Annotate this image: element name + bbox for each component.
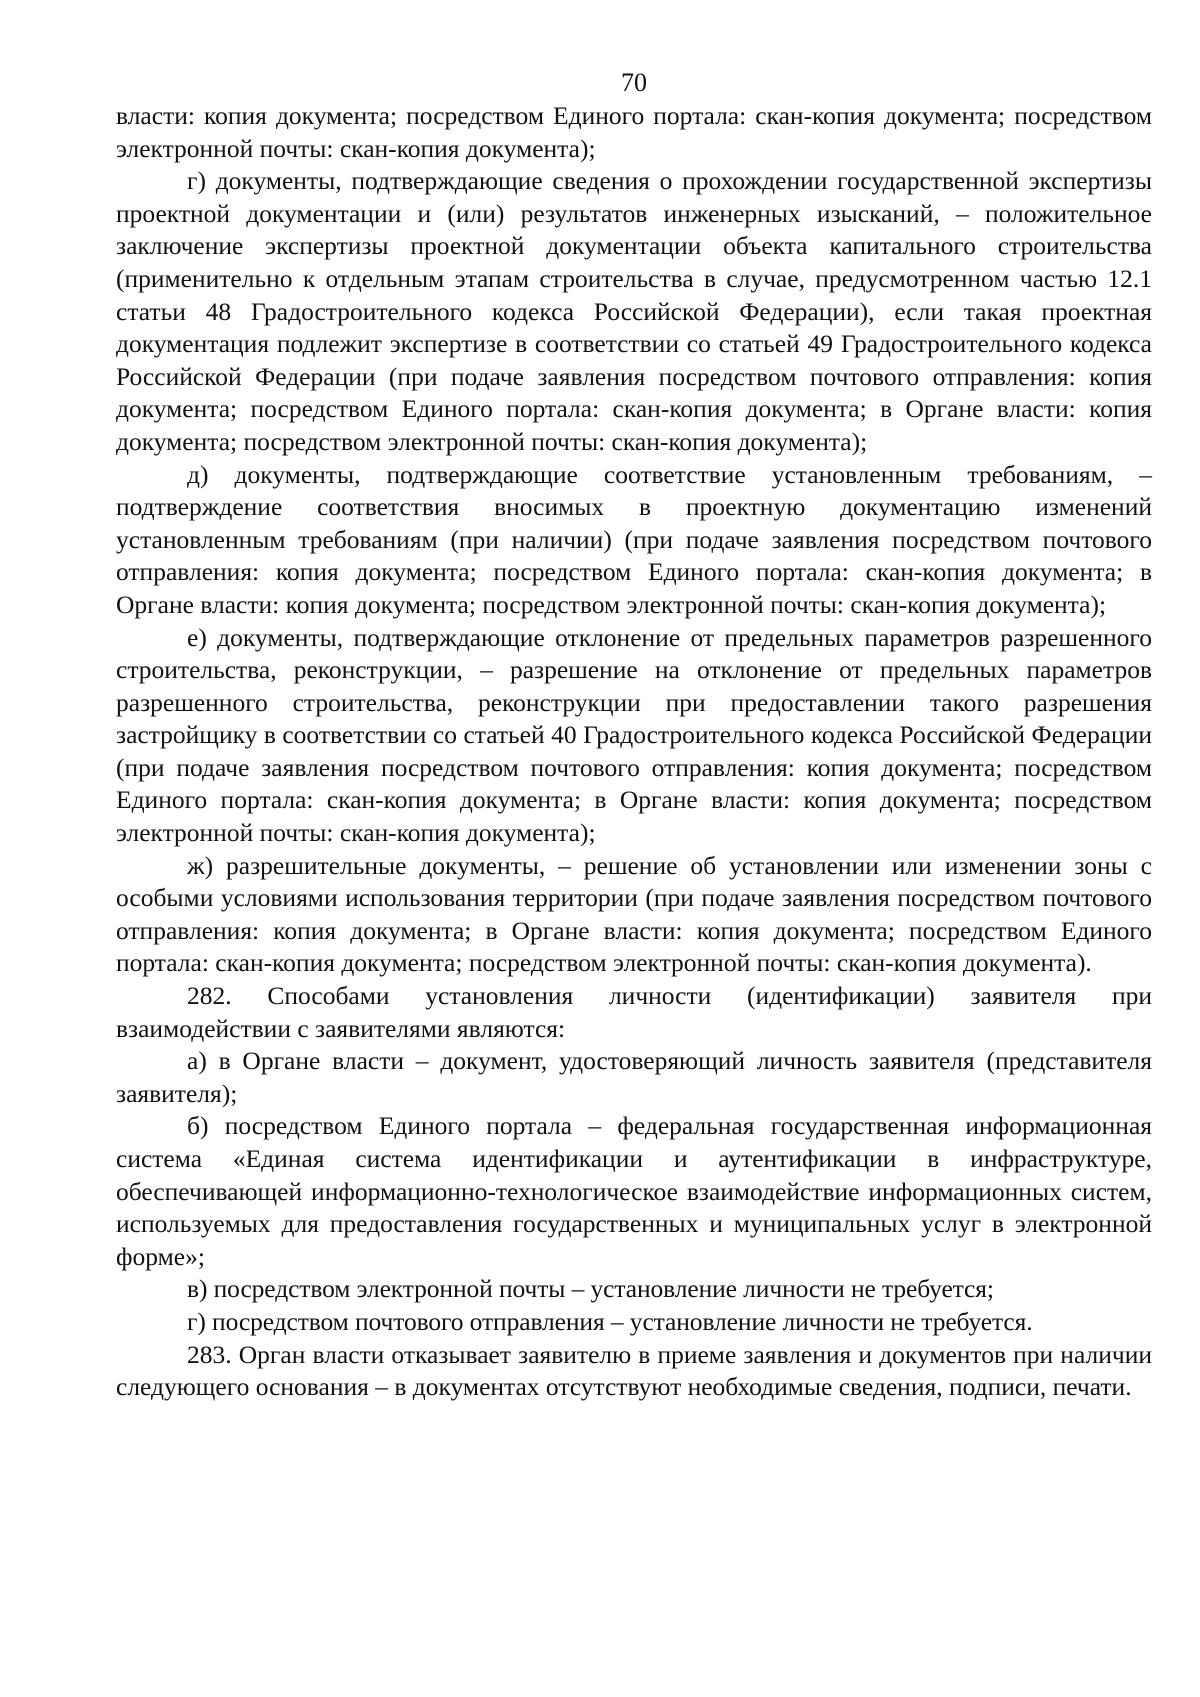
paragraph-item-zh-permits: ж) разрешительные документы, – решение об установлении или изменении зоны с особыми условиями использования территории (при подаче заявления посредством почтового отправления: копия документа; в Органе власти: копия документа; посредством Единого портала: скан-копия документа; посредством электронной почты: скан-копия документа).	[116, 850, 1152, 978]
paragraph-item-g-expertise: г) документы, подтверждающие сведения о прохождении государственной экспертизы проектной документации и (или) результатов инженерных изысканий, – положительное заключение экспертизы проектной документации объекта капитального строительства (применительно к отдельным этапам строительства в случае, предусмотренном частью 12.1 статьи 48 Градостроительного кодекса Российской Федерации), если такая проектная документация подлежит экспертизе в соответствии со статьей 49 Градостроительного кодекса Российской Федерации (при подаче заявления посредством почтового отправления: копия документа; посредством Единого портала: скан-копия документа; в Органе власти: копия документа; посредством электронной почты: скан-копия документа);	[116, 166, 1152, 456]
page-number: 70	[621, 68, 647, 97]
paragraph-283-refusal: 283. Орган власти отказывает заявителю в приеме заявления и документов при наличии следующего основания – в документах отсутствуют необходимые сведения, подписи, печати.	[116, 1339, 1152, 1402]
paragraph-item-d-compliance: д) документы, подтверждающие соответствие установленным требованиям, – подтверждение соответствия вносимых в проектную документацию изменений установленным требованиям (при наличии) (при подаче заявления посредством почтового отправления: копия документа; посредством Единого портала: скан-копия документа; в Органе власти: копия документа; посредством электронной почты: скан-копия документа);	[116, 459, 1152, 619]
paragraph-282-identification: 282. Способами установления личности (идентификации) заявителя при взаимодействии с заявителями являются:	[116, 981, 1152, 1043]
paragraph-282-g: г) посредством почтового отправления – установление личности не требуется.	[187, 1306, 1033, 1336]
paragraph-282-v: в) посредством электронной почты – установление личности не требуется;	[187, 1274, 994, 1304]
document-page	[116, 68, 1152, 1404]
paragraph-continuation: власти: копия документа; посредством Единого портала: скан-копия документа; посредством электронной почты: скан-копия документа);	[116, 101, 1152, 163]
paragraph-item-e-deviation: е) документы, подтверждающие отклонение от предельных параметров разрешенного строительства, реконструкции, – разрешение на отклонение от предельных параметров разрешенного строительства, реконструкции при предоставлении такого разрешения застройщику в соответствии со статьей 40 Градостроительного кодекса Российской Федерации (при подаче заявления посредством почтового отправления: копия документа; посредством Единого портала: скан-копия документа; в Органе власти: копия документа; посредством электронной почты: скан-копия документа);	[116, 622, 1152, 848]
paragraph-282-a: а) в Органе власти – документ, удостоверяющий личность заявителя (представителя заявителя);	[116, 1046, 1152, 1108]
paragraph-282-b: б) посредством Единого портала – федеральная государственная информационная система «Единая система идентификации и аутентификации в инфраструктуре, обеспечивающей информационно-технологическое взаимодействие информационных систем, используемых для предоставления государственных и муниципальных услуг в электронной форме»;	[116, 1111, 1152, 1271]
